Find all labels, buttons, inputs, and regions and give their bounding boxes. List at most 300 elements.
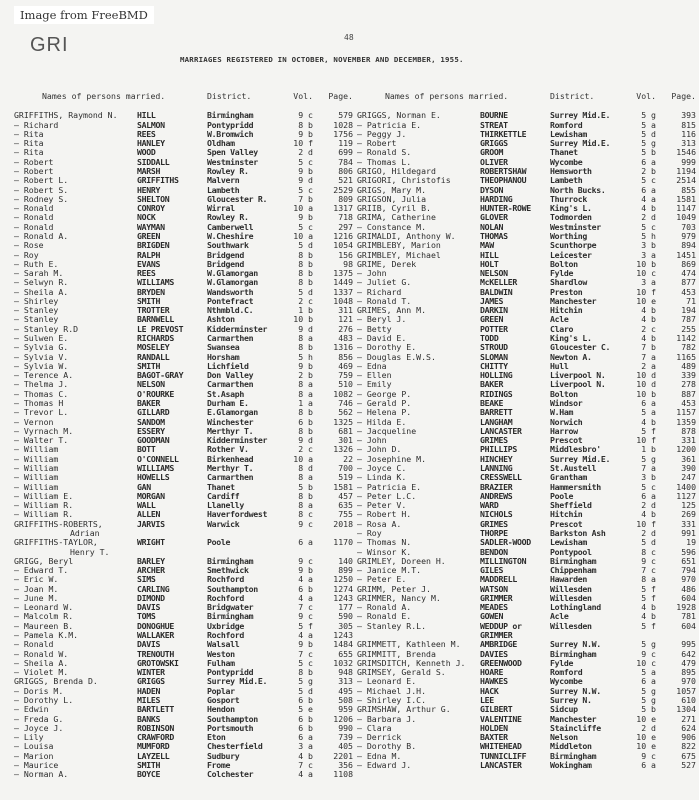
- entry-district: Romford: [550, 667, 583, 678]
- entry-name: — Ronald: [14, 221, 54, 232]
- entry-district: Thanet: [550, 147, 578, 158]
- entry-name: GRIFFITHS, Raymond N.: [14, 110, 118, 121]
- entry-spouse-surname: LANCASTER: [480, 425, 522, 436]
- entry-page: 1216: [333, 230, 353, 241]
- entry-district: Surrey N.W.: [550, 685, 601, 696]
- entry-name: GRIGGS, Norman E.: [357, 110, 441, 121]
- entry-district: Sidcup: [550, 704, 578, 715]
- entry-page: 140: [338, 555, 353, 566]
- entry-volume: 10 d: [636, 379, 656, 390]
- entry-name: — Sylvia G.: [14, 342, 69, 353]
- entry-spouse-surname: REES: [137, 268, 156, 279]
- header-page: Page.: [671, 91, 696, 101]
- entry-volume: 10 e: [636, 713, 656, 724]
- page-number: 48: [344, 33, 354, 42]
- entry-district: Claro: [550, 323, 574, 334]
- entry-spouse-surname: WAYMAN: [137, 221, 165, 232]
- entry-spouse-surname: WATSON: [480, 583, 508, 594]
- entry-name: Adrian: [70, 527, 100, 538]
- entry-district: Portsmouth: [207, 722, 254, 733]
- entry-spouse-surname: GRIMMER: [480, 592, 513, 603]
- entry-page: 489: [681, 360, 696, 371]
- entry-page: 784: [338, 156, 353, 167]
- entry-name: — Peter L.C.: [357, 490, 417, 501]
- entry-district: Poole: [207, 537, 231, 548]
- entry-name: GRIGG, Beryl: [14, 555, 74, 566]
- entry-spouse-surname: BRYDEN: [137, 286, 165, 297]
- entry-volume: 7 c: [298, 759, 313, 770]
- entry-name: — Betty: [357, 323, 392, 334]
- entry-district: Eton: [207, 732, 226, 743]
- entry-page: 1048: [333, 295, 353, 306]
- entry-district: Colchester: [207, 769, 254, 780]
- header-district: District.: [550, 91, 595, 101]
- entry-volume: 2 b: [298, 370, 313, 381]
- entry-district: Staincliffe: [550, 722, 601, 733]
- entry-page: 301: [338, 435, 353, 446]
- entry-name: — Dorothy L.: [14, 695, 74, 705]
- entry-spouse-surname: JARVIS: [137, 518, 165, 529]
- entry-spouse-surname: GILES: [480, 565, 504, 576]
- entry-district: Merthyr T.: [207, 462, 254, 473]
- entry-name: — Stanley R.D: [14, 323, 79, 334]
- entry-spouse-surname: MEADES: [480, 602, 508, 613]
- entry-district: Pontypool: [550, 546, 592, 557]
- entry-district: Middleton: [550, 741, 592, 752]
- entry-page: 999: [681, 156, 696, 167]
- entry-volume: 1 b: [298, 305, 313, 316]
- entry-district: Smethwick: [207, 565, 249, 576]
- entry-page: 22: [343, 453, 353, 464]
- entry-name: — Robert: [14, 156, 54, 167]
- entry-spouse-surname: BENDON: [480, 546, 508, 557]
- entry-page: 610: [681, 695, 696, 705]
- entry-spouse-surname: BAXTER: [480, 732, 508, 743]
- entry-district: Cardiff: [207, 490, 240, 501]
- entry-volume: 8 a: [298, 500, 313, 511]
- entry-page: 313: [681, 138, 696, 149]
- entry-name: — Ronald W.: [14, 648, 69, 659]
- entry-page: 177: [338, 602, 353, 613]
- entry-district: Pontefract: [207, 295, 254, 306]
- entry-page: 1337: [333, 286, 353, 297]
- entry-page: 675: [681, 750, 696, 761]
- entry-volume: 8 c: [641, 546, 656, 557]
- entry-name: — Edna M.: [357, 750, 402, 761]
- entry-district: Southwark: [207, 240, 249, 251]
- entry-page: 635: [338, 500, 353, 511]
- entry-volume: 9 b: [298, 360, 313, 371]
- entry-spouse-surname: THIRKETTLE: [480, 128, 527, 139]
- entry-page: 457: [338, 490, 353, 501]
- entry-row: [14, 538, 356, 547]
- entry-volume: 8 b: [298, 277, 313, 288]
- entry-volume: 5 c: [298, 221, 313, 232]
- entry-volume: 4 b: [641, 611, 656, 622]
- entry-spouse-surname: LANNING: [480, 462, 513, 473]
- entry-district: Birmingham: [550, 648, 597, 659]
- entry-page: 590: [338, 611, 353, 622]
- entry-spouse-surname: NOCK: [137, 212, 156, 223]
- entry-volume: 5 c: [641, 481, 656, 492]
- entry-page: 995: [681, 639, 696, 650]
- entry-spouse-surname: BALDWIN: [480, 286, 513, 297]
- entry-district: Camberwell: [207, 221, 254, 232]
- entry-spouse-surname: LEE: [480, 695, 494, 705]
- entry-page: 1147: [676, 203, 696, 214]
- entry-name: — William R.: [14, 500, 74, 511]
- entry-district: Rochford: [207, 630, 245, 641]
- entry-district: Lewisham: [550, 537, 588, 548]
- entry-page: 856: [338, 351, 353, 362]
- entry-volume: 5 b: [298, 481, 313, 492]
- entry-district: Kidderminster: [207, 435, 268, 446]
- entry-name: — William: [14, 453, 59, 464]
- entry-spouse-surname: NELSON: [137, 379, 165, 390]
- entry-page: 1049: [676, 212, 696, 223]
- entry-page: 948: [338, 667, 353, 678]
- entry-spouse-surname: O'CONNELL: [137, 453, 179, 464]
- entry-volume: 5 f: [641, 620, 656, 631]
- entry-spouse-surname: OLIVER: [480, 156, 508, 167]
- entry-spouse-surname: SIMS: [137, 574, 156, 585]
- entry-name: — June M.: [14, 592, 59, 603]
- entry-district: Westminster: [207, 156, 258, 167]
- entry-spouse-surname: SADLER-WOOD: [480, 537, 531, 548]
- entry-district: Acle: [550, 314, 569, 325]
- entry-volume: 7 c: [641, 565, 656, 576]
- entry-name: — John D.: [357, 444, 402, 455]
- entry-spouse-surname: TOMS: [137, 611, 156, 622]
- entry-district: Malvern: [207, 175, 240, 186]
- entry-volume: 8 b: [298, 268, 313, 279]
- entry-volume: 4 b: [641, 314, 656, 325]
- entry-page: 1325: [333, 416, 353, 427]
- entry-row: [357, 761, 699, 770]
- entry-name: GRIMBLEY, Michael: [357, 249, 441, 260]
- entry-district: E.Glamorgan: [207, 407, 258, 418]
- entry-name: — Robert S.: [14, 184, 69, 195]
- entry-page: 739: [338, 732, 353, 743]
- entry-district: Nthmbld.C.: [207, 305, 254, 316]
- entry-district: Hitchin: [550, 305, 583, 316]
- entry-spouse-surname: GROOM: [480, 147, 504, 158]
- entry-page: 1054: [333, 240, 353, 251]
- entry-spouse-surname: HOWELLS: [137, 472, 170, 483]
- entry-district: Poplar: [207, 685, 235, 696]
- entry-volume: 5 g: [641, 639, 656, 650]
- entry-name: — Rita: [14, 138, 44, 149]
- entry-page: 699: [338, 147, 353, 158]
- entry-page: 809: [338, 193, 353, 204]
- entry-spouse-surname: TODD: [480, 333, 499, 344]
- entry-spouse-surname: GAN: [137, 481, 151, 492]
- entry-spouse-surname: STREAT: [480, 119, 508, 130]
- entry-page: 156: [338, 249, 353, 260]
- entry-name: — Rita: [14, 128, 44, 139]
- entry-district: St.Asaph: [207, 388, 245, 399]
- entry-page: 508: [338, 695, 353, 705]
- entry-volume: 5 c: [298, 156, 313, 167]
- entry-district: Rochford: [207, 574, 245, 585]
- entry-name: — Rosa A.: [357, 518, 402, 529]
- entry-district: Wandsworth: [207, 286, 254, 297]
- entry-page: 1165: [676, 351, 696, 362]
- entry-name: GRIMLEY, Doreen H.: [357, 555, 446, 566]
- entry-district: Lothingland: [550, 602, 601, 613]
- entry-volume: 4 b: [641, 416, 656, 427]
- entry-spouse-surname: HOARE: [480, 667, 504, 678]
- entry-volume: 10 f: [293, 138, 313, 149]
- entry-page: 361: [681, 453, 696, 464]
- entry-district: Llanelly: [207, 500, 245, 511]
- entry-page: 990: [338, 722, 353, 733]
- entry-district: Todmorden: [550, 212, 592, 223]
- entry-volume: 2 d: [298, 147, 313, 158]
- page-title: MARRIAGES REGISTERED IN OCTOBER, NOVEMBER AND DECEMBER, 1955.: [180, 55, 464, 64]
- entry-spouse-surname: NICHOLS: [480, 509, 513, 520]
- entry-volume: 5 b: [641, 147, 656, 158]
- entry-district: Liverpool N.: [550, 370, 606, 381]
- entry-district: Sudbury: [207, 750, 240, 761]
- entry-district: Gloucester R.: [207, 193, 268, 204]
- entry-page: 1032: [333, 657, 353, 668]
- entry-name: — Rose: [14, 240, 44, 251]
- entry-district: Romford: [550, 119, 583, 130]
- entry-name: — William: [14, 472, 59, 483]
- entry-district: Willesden: [550, 592, 592, 603]
- column-header: [357, 92, 699, 101]
- entry-page: 651: [681, 555, 696, 566]
- entry-name: — Ruth E.: [14, 258, 59, 269]
- right-column: [357, 92, 699, 770]
- entry-name: — Joyce J.: [14, 722, 64, 733]
- entry-name: — Freda G.: [14, 713, 64, 724]
- entry-page: 1484: [333, 639, 353, 650]
- entry-spouse-surname: SMITH: [137, 360, 161, 371]
- entry-spouse-surname: DAVIS: [137, 602, 161, 613]
- header-vol: Vol.: [636, 91, 656, 101]
- entry-volume: 3 b: [641, 240, 656, 251]
- entry-name: — Stanley R.L.: [357, 620, 427, 631]
- entry-district: Birmingham: [207, 555, 254, 566]
- entry-spouse-surname: THEOPHANOU: [480, 175, 527, 186]
- entry-district: Poole: [550, 490, 574, 501]
- entry-spouse-surname: MARSH: [137, 165, 161, 176]
- entry-district: Hendon: [207, 704, 235, 715]
- entry-page: 869: [681, 258, 696, 269]
- entry-district: W.Glamorgan: [207, 277, 258, 288]
- entry-page: 305: [338, 620, 353, 631]
- entry-name: — Ronald: [14, 212, 54, 223]
- entry-volume: 3 a: [641, 277, 656, 288]
- entry-spouse-surname: WALLAKER: [137, 630, 175, 641]
- entry-district: Swansea: [207, 342, 240, 353]
- entry-spouse-surname: TROTTER: [137, 305, 170, 316]
- entry-volume: 5 h: [298, 351, 313, 362]
- entry-district: W.Glamorgan: [207, 268, 258, 279]
- entry-spouse-surname: MILLINGTON: [480, 555, 527, 566]
- entry-name: GRIIB, Cyril B.: [357, 203, 431, 214]
- entry-name: — Patricia E.: [357, 119, 422, 130]
- entry-name: GRIGGS, Brenda D.: [14, 676, 98, 687]
- entry-name: — Edna: [357, 360, 387, 371]
- entry-volume: 5 a: [641, 667, 656, 678]
- entry-volume: 2 c: [298, 295, 313, 306]
- entry-page: 19: [686, 537, 696, 548]
- header-names: Names of persons married.: [385, 91, 509, 101]
- entry-spouse-surname: SANDOM: [137, 416, 165, 427]
- entry-volume: 9 c: [641, 648, 656, 659]
- entry-spouse-surname: GILLARD: [137, 407, 170, 418]
- entry-page: 1206: [333, 713, 353, 724]
- entry-page: 1400: [676, 481, 696, 492]
- entry-volume: 5 d: [298, 240, 313, 251]
- entry-page: 1157: [676, 407, 696, 418]
- entry-volume: 4 a: [298, 592, 313, 603]
- entry-spouse-surname: BRIGDEN: [137, 240, 170, 251]
- entry-page: 121: [338, 314, 353, 325]
- entry-page: 1127: [676, 490, 696, 501]
- entry-volume: 6 b: [298, 416, 313, 427]
- entry-spouse-surname: ALLEN: [137, 509, 161, 520]
- entry-page: 453: [681, 286, 696, 297]
- entry-page: 1057: [676, 685, 696, 696]
- entry-spouse-surname: DIMOND: [137, 592, 165, 603]
- entry-name: — Peter E.: [357, 574, 407, 585]
- entry-volume: 4 b: [641, 305, 656, 316]
- entry-volume: 6 a: [298, 537, 313, 548]
- entry-name: GRIGO, Hildegard: [357, 165, 436, 176]
- entry-spouse-surname: NELSON: [480, 268, 508, 279]
- entry-district: Chippenham: [550, 565, 597, 576]
- entry-page: 959: [338, 704, 353, 715]
- entry-spouse-surname: RALPH: [137, 249, 161, 260]
- entry-volume: 5 c: [298, 657, 313, 668]
- entry-spouse-surname: TRENOUTH: [137, 648, 175, 659]
- entry-page: 271: [681, 713, 696, 724]
- entry-page: 681: [338, 425, 353, 436]
- entry-district: North Bucks.: [550, 184, 606, 195]
- entry-page: 356: [338, 759, 353, 770]
- entry-name: — Eric W.: [14, 574, 59, 585]
- entry-district: Manchester: [550, 713, 597, 724]
- surname-index-tag: GRI: [30, 34, 69, 56]
- entry-spouse-surname: ESSERY: [137, 425, 165, 436]
- left-column: [14, 92, 356, 780]
- entry-volume: 5 e: [298, 704, 313, 715]
- entry-district: King's L.: [550, 203, 592, 214]
- entry-page: 1243: [333, 592, 353, 603]
- entry-spouse-surname: ROBINSON: [137, 722, 175, 733]
- entry-spouse-surname: DAVIES: [480, 648, 508, 659]
- entry-spouse-surname: GRIMES: [480, 518, 508, 529]
- entry-name: — Stanley: [14, 314, 59, 325]
- entry-spouse-surname: WARD: [480, 500, 499, 511]
- entry-district: Lambeth: [550, 175, 583, 186]
- entry-page: 878: [681, 425, 696, 436]
- entry-volume: 10 b: [293, 314, 313, 325]
- entry-volume: 8 c: [298, 509, 313, 520]
- entry-volume: 5 d: [641, 128, 656, 139]
- entry-spouse-surname: SMITH: [137, 759, 161, 770]
- entry-volume: 2 a: [641, 360, 656, 371]
- entry-page: 125: [681, 500, 696, 511]
- entry-spouse-surname: GRIFFITHS: [137, 175, 179, 186]
- entry-volume: 2 d: [641, 722, 656, 733]
- entry-spouse-surname: WHITEHEAD: [480, 741, 522, 752]
- entry-spouse-surname: WEDDUP or: [480, 620, 522, 631]
- entry-name: — Clara: [357, 722, 392, 733]
- entry-page: 979: [681, 230, 696, 241]
- entry-page: 527: [681, 759, 696, 770]
- entry-district: Worthing: [550, 230, 588, 241]
- entry-spouse-surname: GLOVER: [480, 212, 508, 223]
- entry-name: GRIMM, Peter J.: [357, 583, 431, 594]
- entry-district: Newton A.: [550, 351, 592, 362]
- entry-spouse-surname: BEAKE: [480, 398, 504, 408]
- entry-spouse-surname: CARLING: [137, 583, 170, 594]
- entry-name: — Lily: [14, 732, 44, 743]
- entry-district: Fulham: [207, 657, 235, 668]
- entry-volume: 2 c: [298, 444, 313, 455]
- entry-spouse-surname: HOLDEN: [480, 722, 508, 733]
- entry-volume: 6 a: [298, 732, 313, 743]
- entry-spouse-surname: GRIGGS: [480, 138, 508, 149]
- entry-district: Carmarthen: [207, 379, 254, 390]
- entry-page: 339: [681, 370, 696, 381]
- entry-district: W.Cheshire: [207, 230, 254, 241]
- entry-district: King's L.: [550, 333, 592, 344]
- entry-name: — Constance M.: [357, 221, 427, 232]
- entry-district: Rother V.: [207, 444, 249, 455]
- header-names: Names of persons married.: [42, 91, 166, 101]
- entry-page: 1451: [676, 249, 696, 260]
- entry-district: Carmarthen: [207, 333, 254, 344]
- entry-name: — Gerald P.: [357, 398, 412, 408]
- entry-volume: 6 b: [298, 713, 313, 724]
- entry-district: W.Bromwich: [207, 128, 254, 139]
- entry-name: — Joyce C.: [357, 462, 407, 473]
- entry-page: 278: [681, 379, 696, 390]
- entry-volume: 9 c: [298, 611, 313, 622]
- entry-page: 1359: [676, 416, 696, 427]
- entry-name: — Beryl J.: [357, 314, 407, 325]
- entry-district: Lambeth: [207, 184, 240, 195]
- entry-volume: 9 b: [298, 565, 313, 576]
- entry-district: Pontypridd: [207, 119, 254, 130]
- entry-volume: 5 d: [298, 286, 313, 297]
- entry-spouse-surname: LE PREVOST: [137, 323, 184, 334]
- entry-name: — Jacqueline: [357, 425, 417, 436]
- entry-page: 479: [681, 657, 696, 668]
- entry-name: GRIGORI, Christofis: [357, 175, 451, 186]
- entry-name: — Ronald A.: [14, 230, 69, 241]
- entry-spouse-surname: BAKER: [137, 398, 161, 408]
- entry-volume: 9 c: [641, 750, 656, 761]
- entry-volume: 5 g: [641, 453, 656, 464]
- entry-volume: 5 f: [641, 425, 656, 436]
- entry-name: — Robert H.: [357, 509, 412, 520]
- entry-page: 510: [338, 379, 353, 390]
- entry-name: — Thomas C.: [14, 388, 69, 399]
- entry-page: 486: [681, 583, 696, 594]
- entry-page: 1142: [676, 333, 696, 344]
- entry-page: 899: [338, 565, 353, 576]
- entry-district: Gosport: [207, 695, 240, 705]
- entry-district: Rowley R.: [207, 165, 249, 176]
- entry-district: Winchester: [207, 416, 254, 427]
